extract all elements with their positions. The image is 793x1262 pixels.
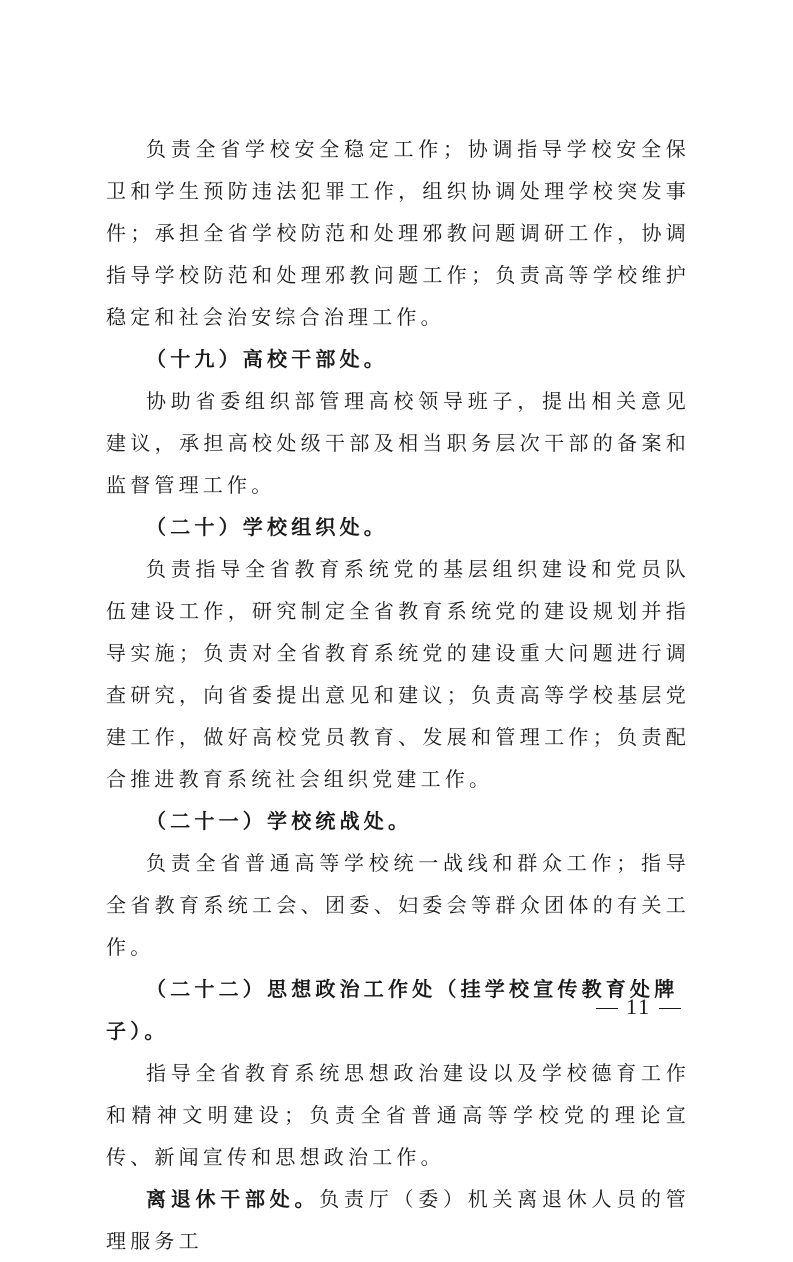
retired-cadres-text: 负责厅（委）机关离退休人员的管理服务工 bbox=[106, 1187, 690, 1253]
page-number: 11 bbox=[626, 994, 652, 1019]
page-number-footer bbox=[588, 994, 689, 1020]
section-heading-22: （二十二）思想政治工作处（挂学校宣传教育处牌子）。 bbox=[106, 977, 679, 1043]
section-heading-20: （二十）学校组织处。 bbox=[146, 515, 388, 539]
retired-cadres-lead: 离退休干部处。 bbox=[146, 1187, 320, 1211]
section-heading-21: （二十一）学校统战处。 bbox=[146, 809, 413, 833]
paragraph-school-organization: 负责指导全省教育系统党的基层组织建设和党员队伍建设工作，研究制定全省教育系统党的建设规划并指导实施；负责对全省教育系统党的建设重大问题进行调查研究，向省委提出意见和建议；负责高等学校基层党建工作，做好高校党员教育、发展和管理工作；负责配合推进教育系统社会组织党建工作。 bbox=[106, 557, 690, 791]
paragraph-retired-cadres bbox=[106, 1178, 690, 1262]
document-body bbox=[106, 128, 690, 1262]
dash-left bbox=[596, 1008, 618, 1009]
paragraph-school-security: 负责全省学校安全稳定工作；协调指导学校安全保卫和学生预防违法犯罪工作，组织协调处理学校突发事件；承担全省学校防范和处理邪教问题调研工作，协调指导学校防范和处理邪教问题工作；负责高等学校维护稳定和社会治安综合治理工作。 bbox=[106, 137, 690, 329]
paragraph-ideological-work: 指导全省教育系统思想政治建设以及学校德育工作和精神文明建设；负责全省普通高等学校党的理论宣传、新闻宣传和思想政治工作。 bbox=[106, 1061, 690, 1169]
dash-right bbox=[659, 1008, 681, 1009]
paragraph-university-cadres: 协助省委组织部管理高校领导班子，提出相关意见建议，承担高校处级干部及相当职务层次干部的备案和监督管理工作。 bbox=[106, 389, 690, 497]
section-heading-19: （十九）高校干部处。 bbox=[146, 347, 388, 371]
paragraph-united-front: 负责全省普通高等学校统一战线和群众工作；指导全省教育系统工会、团委、妇委会等群众团体的有关工作。 bbox=[106, 851, 690, 959]
